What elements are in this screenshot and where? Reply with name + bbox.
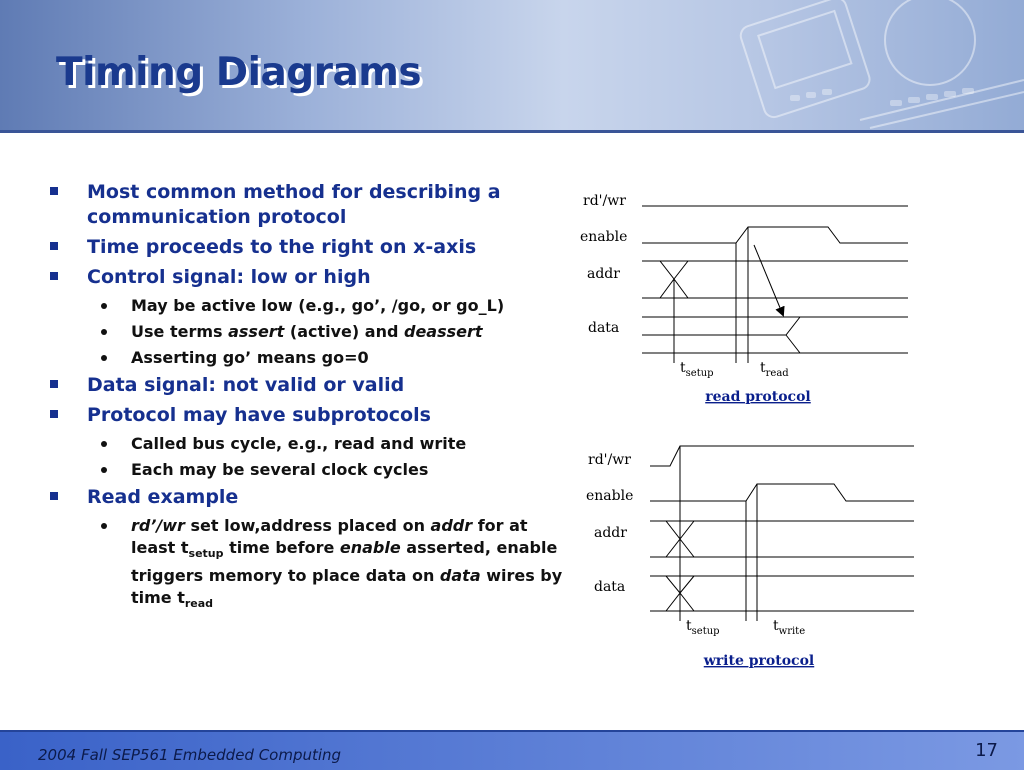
read-wave-addr bbox=[642, 261, 908, 298]
header-rule bbox=[0, 130, 1024, 133]
round-bullet-icon bbox=[101, 441, 107, 447]
subbullet-assert-terms bbox=[50, 321, 570, 343]
read-label-addr: addr bbox=[587, 266, 620, 282]
prime-mark: ’ bbox=[374, 296, 381, 315]
subbullet-asserting-go bbox=[50, 347, 570, 369]
write-label-enable: enable bbox=[586, 488, 634, 504]
subbullet-text: means go=0 bbox=[251, 348, 369, 367]
subbullet-text: for at least t bbox=[131, 516, 528, 557]
subbullet-text: asserted, enable triggers memory to place data on bbox=[131, 538, 558, 586]
subbullet-text: time before bbox=[223, 538, 340, 557]
bullet-text: Control signal: low or high bbox=[87, 266, 371, 288]
bullet-text: Protocol may have subprotocols bbox=[87, 404, 431, 426]
bullet-read-example bbox=[50, 485, 570, 510]
bullet-subprotocols bbox=[50, 403, 570, 428]
computer-illustration bbox=[640, 0, 1024, 130]
square-bullet-icon bbox=[50, 187, 58, 195]
read-protocol-diagram bbox=[580, 193, 908, 405]
write-timing-markers bbox=[680, 446, 757, 621]
subbullet-text: Called bus cycle, e.g., read and write bbox=[131, 434, 467, 453]
read-timing-markers bbox=[674, 227, 748, 363]
round-bullet-icon bbox=[101, 523, 107, 529]
subbullet-bus-cycle bbox=[50, 433, 570, 455]
term-assert: assert bbox=[228, 322, 285, 341]
subbullet-text: (active) and bbox=[284, 322, 404, 341]
subbullet-text: Asserting go bbox=[131, 348, 246, 367]
subbullet-text: , /go, or go_L) bbox=[380, 296, 505, 315]
read-label-enable: enable bbox=[580, 229, 628, 245]
read-label-rdwr: rd'/wr bbox=[583, 193, 626, 209]
round-bullet-icon bbox=[101, 355, 107, 361]
write-label-t-write: $t_{write}$ bbox=[773, 618, 806, 637]
slide-title: Timing Diagrams bbox=[56, 50, 422, 95]
write-label-data: data bbox=[594, 579, 626, 595]
write-protocol-caption: write protocol bbox=[703, 653, 815, 669]
read-label-t-read: $t_{read}$ bbox=[760, 360, 789, 379]
square-bullet-icon bbox=[50, 242, 58, 250]
read-enable-to-data-arrow bbox=[754, 245, 783, 315]
square-bullet-icon bbox=[50, 492, 58, 500]
footer-course-title: 2004 Fall SEP561 Embedded Computing bbox=[38, 746, 342, 764]
write-label-rdwr: rd'/wr bbox=[588, 452, 631, 468]
bullet-describing bbox=[50, 180, 570, 230]
header-banner bbox=[0, 0, 1024, 133]
term-rd: rd bbox=[131, 516, 151, 535]
subbullet-text: Each may be several clock cycles bbox=[131, 460, 429, 479]
subbullet-read-description bbox=[50, 515, 570, 615]
read-wave-data bbox=[642, 317, 908, 353]
bullet-text: Read example bbox=[87, 486, 239, 508]
write-wave-data bbox=[650, 576, 914, 611]
prime-mark: ’ bbox=[150, 516, 157, 535]
write-label-t-setup: $t_{setup}$ bbox=[686, 618, 720, 637]
footer-band bbox=[0, 730, 1024, 770]
subbullet-text: May be active low (e.g., go bbox=[131, 296, 375, 315]
write-label-addr: addr bbox=[594, 525, 627, 541]
square-bullet-icon bbox=[50, 410, 58, 418]
read-label-data: data bbox=[588, 320, 620, 336]
subbullet-active-low bbox=[50, 295, 570, 317]
prime-mark: ’ bbox=[245, 348, 252, 367]
timing-diagrams bbox=[560, 175, 930, 685]
subbullet-clock-cycles bbox=[50, 459, 570, 481]
bullet-text: Data signal: not valid or valid bbox=[87, 374, 405, 396]
read-label-t-setup: $t_{setup}$ bbox=[680, 360, 714, 379]
term-data: data bbox=[439, 566, 481, 586]
term-deassert: deassert bbox=[404, 322, 483, 341]
bullet-time bbox=[50, 235, 570, 260]
subbullet-text: Use terms bbox=[131, 322, 229, 341]
read-wave-enable bbox=[642, 227, 908, 243]
round-bullet-icon bbox=[101, 467, 107, 473]
subscript-read: read bbox=[184, 597, 214, 611]
term-addr: addr bbox=[430, 516, 473, 535]
bullet-text: Time proceeds to the right on x-axis bbox=[87, 236, 477, 258]
round-bullet-icon bbox=[101, 303, 107, 309]
bullet-list bbox=[50, 180, 570, 619]
subbullet-text: wires by time t bbox=[131, 566, 563, 608]
square-bullet-icon bbox=[50, 380, 58, 388]
write-protocol-diagram bbox=[586, 446, 914, 669]
term-wr: /wr bbox=[156, 516, 185, 535]
bullet-control-signal bbox=[50, 265, 570, 290]
write-wave-rdwr bbox=[650, 446, 914, 466]
square-bullet-icon bbox=[50, 272, 58, 280]
subbullet-text: set low,address placed on bbox=[184, 516, 431, 535]
bullet-text: Most common method for describing a communication protocol bbox=[87, 181, 501, 228]
subscript-setup: setup bbox=[188, 547, 224, 561]
term-enable: enable bbox=[339, 538, 401, 557]
write-wave-addr bbox=[650, 521, 914, 557]
page-number: 17 bbox=[975, 740, 998, 761]
bullet-data-signal bbox=[50, 373, 570, 398]
read-protocol-caption: read protocol bbox=[705, 389, 811, 405]
write-wave-enable bbox=[650, 484, 914, 501]
round-bullet-icon bbox=[101, 329, 107, 335]
